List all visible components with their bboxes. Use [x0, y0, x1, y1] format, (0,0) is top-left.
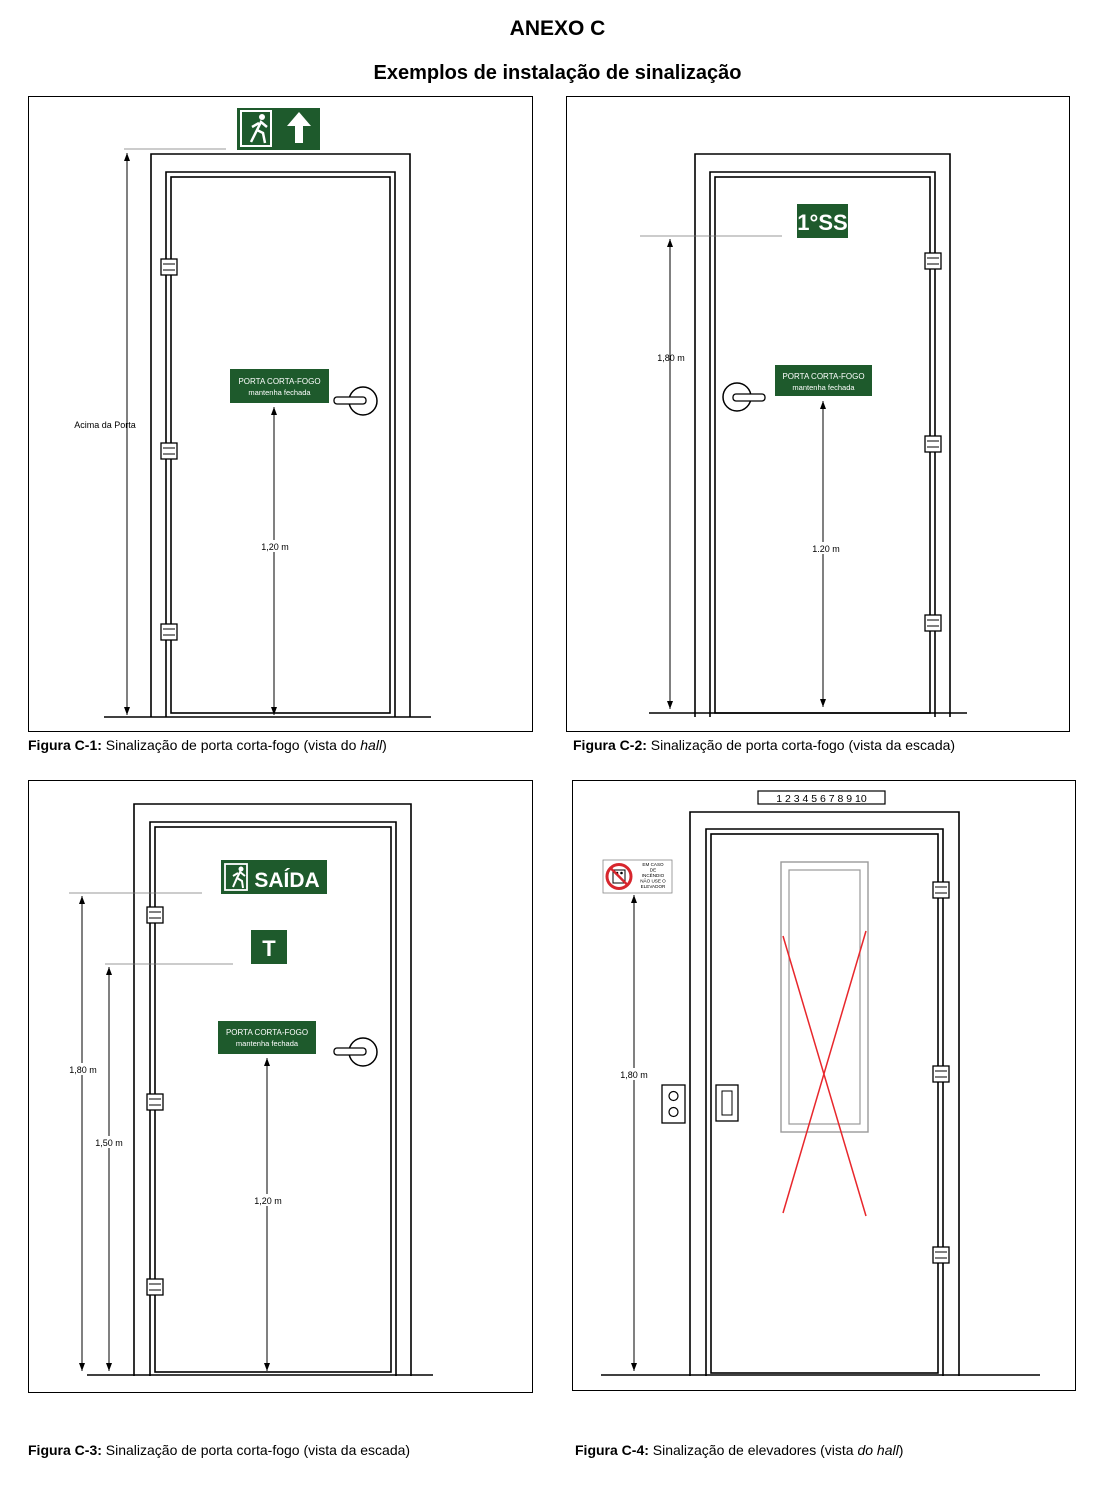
- hinge: [933, 1247, 949, 1263]
- hinge: [161, 443, 177, 459]
- figure-c3-drawing: [29, 781, 532, 1392]
- hinge: [925, 253, 941, 269]
- hinge: [161, 624, 177, 640]
- svg-text:NÃO USE O: NÃO USE O: [640, 878, 666, 884]
- svg-text:SAÍDA: SAÍDA: [254, 869, 320, 892]
- svg-text:INCÊNDIO: INCÊNDIO: [641, 873, 665, 878]
- annex-title: ANEXO C: [509, 17, 606, 40]
- svg-text:T: T: [262, 936, 276, 961]
- figure-c4-drawing: [573, 781, 1075, 1390]
- exit-sign: [221, 860, 327, 894]
- vision-panel: [781, 862, 868, 1132]
- door-handle: [334, 387, 377, 415]
- figure-c2-drawing: [567, 97, 1069, 731]
- prohibited-cross: [783, 931, 866, 1216]
- floor-sign: [797, 204, 848, 238]
- svg-text:DE: DE: [649, 867, 657, 873]
- exit-sign: [237, 108, 320, 150]
- elevator-call-buttons: [662, 1085, 685, 1123]
- hinge: [933, 882, 949, 898]
- door-handle: [723, 383, 765, 411]
- hinge: [925, 436, 941, 452]
- svg-text:ELEVADOR: ELEVADOR: [640, 884, 666, 889]
- svg-text:PORTA CORTA-FOGO: PORTA CORTA-FOGO: [238, 377, 321, 386]
- svg-text:EM CASO: EM CASO: [642, 862, 664, 867]
- figure-c2: [566, 96, 1070, 732]
- page-subtitle: Exemplos de instalação de sinalização: [373, 62, 742, 84]
- door-handle: [334, 1038, 377, 1066]
- svg-text:1°SS: 1°SS: [797, 210, 848, 235]
- svg-text:mantenha fechada: mantenha fechada: [248, 388, 311, 397]
- dim-sign-label: 1,20 m: [261, 542, 289, 552]
- svg-text:mantenha fechada: mantenha fechada: [792, 383, 855, 392]
- no-elevator-icon: [607, 865, 631, 889]
- hinge: [161, 259, 177, 275]
- figure-c4: [572, 780, 1076, 1391]
- caption-c1: Figura C-1: Sinalização de porta corta-fogo (vista do hall): [28, 737, 387, 753]
- dim-sign-label: 1,80 m: [620, 1070, 648, 1080]
- figure-c3: [28, 780, 533, 1393]
- dim-exit-label: 1,80 m: [69, 1065, 97, 1075]
- caption-c2: Figura C-2: Sinalização de porta corta-fogo (vista da escada): [573, 737, 956, 753]
- fire-door-sign: [775, 365, 872, 396]
- figure-c1-drawing: [29, 97, 532, 731]
- hinge: [147, 1094, 163, 1110]
- door-handle: [716, 1085, 738, 1121]
- elevator-warning-sign: [603, 860, 672, 893]
- fire-door-sign: [230, 369, 329, 403]
- caption-c3: Figura C-3: Sinalização de porta corta-fogo (vista da escada): [28, 1442, 411, 1458]
- figure-c1: [28, 96, 533, 732]
- hinge: [147, 1279, 163, 1295]
- svg-text:1 2 3 4 5 6 7 8 9 10: 1 2 3 4 5 6 7 8 9 10: [776, 793, 867, 805]
- floor-indicator: [758, 791, 885, 805]
- svg-text:PORTA CORTA-FOGO: PORTA CORTA-FOGO: [225, 1028, 309, 1037]
- hinge: [147, 907, 163, 923]
- floor-letter-sign: [251, 930, 287, 964]
- svg-text:mantenha fechada: mantenha fechada: [235, 1039, 299, 1048]
- fire-door-sign: [218, 1021, 316, 1054]
- dim-floor-sign-label: 1,80 m: [657, 353, 685, 363]
- hinge: [925, 615, 941, 631]
- svg-text:PORTA CORTA-FOGO: PORTA CORTA-FOGO: [782, 372, 865, 381]
- dim-above-door-label: Acima da Porta: [74, 420, 136, 430]
- dim-sign-label: 1.20 m: [812, 544, 840, 554]
- hinge: [933, 1066, 949, 1082]
- dim-letter-label: 1,50 m: [95, 1138, 123, 1148]
- dim-sign-label: 1,20 m: [254, 1196, 282, 1206]
- caption-c4: Figura C-4: Sinalização de elevadores (vista do hall): [575, 1442, 904, 1458]
